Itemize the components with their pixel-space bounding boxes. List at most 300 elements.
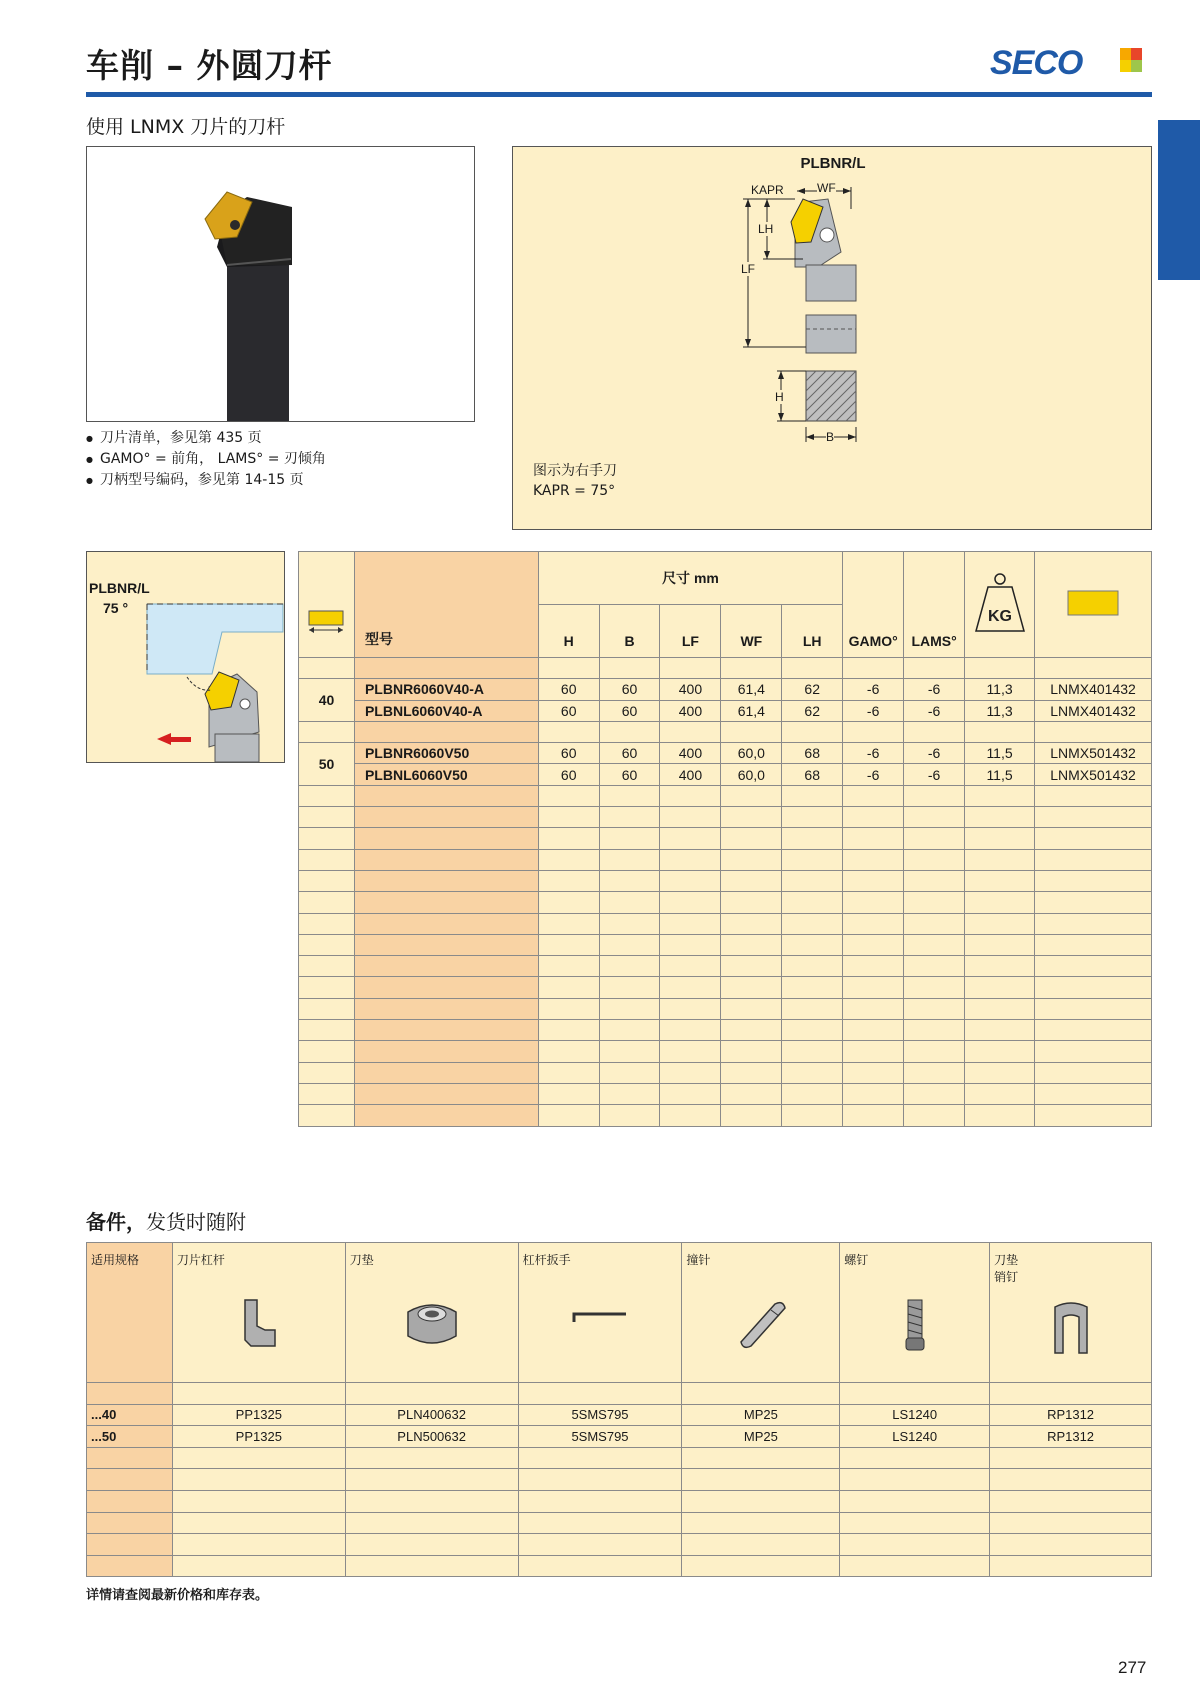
empty-cell [599, 1062, 660, 1083]
empty-cell [354, 849, 538, 870]
empty-cell [660, 913, 721, 934]
empty-cell [538, 1020, 599, 1041]
wf-cell: 61,4 [721, 700, 782, 721]
weight-header [965, 552, 1035, 658]
empty-cell [965, 977, 1035, 998]
empty-cell [518, 1512, 682, 1534]
empty-cell [1035, 1062, 1152, 1083]
lams-cell: -6 [904, 700, 965, 721]
empty-cell [538, 934, 599, 955]
lams-header: LAMS° [904, 552, 965, 658]
acc-cell: RP1312 [990, 1404, 1152, 1426]
empty-cell [843, 1020, 904, 1041]
empty-cell [990, 1447, 1152, 1469]
empty-cell [682, 1512, 840, 1534]
section-subtitle: 使用 LNMX 刀片的刀杆 [86, 116, 286, 138]
empty-cell [518, 1469, 682, 1491]
empty-cell [172, 1447, 345, 1469]
gamo-cell: -6 [843, 743, 904, 764]
empty-cell [354, 892, 538, 913]
h-label: H [775, 390, 784, 404]
lh-cell: 62 [782, 679, 843, 700]
empty-cell [354, 828, 538, 849]
empty-cell [721, 1020, 782, 1041]
empty-cell [1035, 934, 1152, 955]
empty-cell [904, 785, 965, 806]
empty-cell [538, 870, 599, 891]
empty-cell [87, 1469, 173, 1491]
empty-cell [354, 785, 538, 806]
empty-row [299, 1083, 1152, 1104]
list-item: ● GAMO° = 前角， LAMS° = 刃倾角 [86, 449, 326, 470]
model-header: 型号 [354, 552, 538, 658]
empty-cell [1035, 977, 1152, 998]
dimension-diagram [512, 146, 1152, 530]
empty-cell [354, 1062, 538, 1083]
empty-cell [299, 913, 355, 934]
lf-cell: 400 [660, 764, 721, 785]
empty-row [299, 977, 1152, 998]
empty-cell [1035, 1020, 1152, 1041]
product-table [298, 551, 1152, 1127]
model-cell: PLBNL6060V50 [354, 764, 538, 785]
empty-cell [721, 913, 782, 934]
empty-cell [299, 934, 355, 955]
acc-cell: 5SMS795 [518, 1426, 682, 1448]
empty-cell [599, 1105, 660, 1126]
empty-cell [721, 892, 782, 913]
empty-cell [721, 785, 782, 806]
empty-cell [843, 1105, 904, 1126]
empty-cell [345, 1447, 518, 1469]
striker-pin-icon [731, 1296, 791, 1352]
empty-cell [599, 870, 660, 891]
empty-cell [538, 1083, 599, 1104]
empty-cell [599, 1020, 660, 1041]
h-header: H [538, 605, 599, 658]
empty-cell [843, 998, 904, 1019]
empty-cell [990, 1534, 1152, 1556]
lever-key-icon [568, 1296, 632, 1336]
insert-icon [1066, 588, 1120, 618]
list-item: ● 刀柄型号编码，参见第 14-15 页 [86, 470, 326, 491]
acc-header-pin: 撞针 [682, 1243, 840, 1383]
empty-cell [840, 1469, 990, 1491]
empty-cell [538, 956, 599, 977]
empty-row [87, 1534, 1152, 1556]
empty-cell [299, 870, 355, 891]
empty-cell [843, 977, 904, 998]
lams-cell: -6 [904, 743, 965, 764]
empty-cell [843, 1062, 904, 1083]
empty-cell [904, 1020, 965, 1041]
empty-cell [299, 828, 355, 849]
empty-cell [840, 1490, 990, 1512]
empty-row [299, 1041, 1152, 1062]
empty-cell [782, 977, 843, 998]
empty-cell [904, 807, 965, 828]
empty-cell [904, 1062, 965, 1083]
empty-cell [1035, 849, 1152, 870]
empty-cell [345, 1512, 518, 1534]
empty-row [299, 892, 1152, 913]
empty-row [299, 934, 1152, 955]
diagram-note: 图示为右手刀 KAPR = 75° [533, 463, 617, 499]
empty-cell [599, 807, 660, 828]
empty-cell [172, 1555, 345, 1577]
empty-cell [299, 807, 355, 828]
empty-row [299, 913, 1152, 934]
list-item: ● 刀片清单，参见第 435 页 [86, 428, 326, 449]
acc-cell: PLN400632 [345, 1404, 518, 1426]
empty-cell [538, 913, 599, 934]
empty-cell [87, 1555, 173, 1577]
empty-cell [538, 828, 599, 849]
empty-cell [660, 828, 721, 849]
empty-cell [965, 785, 1035, 806]
shim-pin-icon [1049, 1297, 1093, 1357]
empty-cell [299, 1020, 355, 1041]
empty-cell [345, 1534, 518, 1556]
empty-cell [782, 807, 843, 828]
empty-cell [843, 849, 904, 870]
empty-cell [682, 1447, 840, 1469]
h-cell: 60 [538, 764, 599, 785]
empty-row [299, 785, 1152, 806]
empty-cell [1035, 892, 1152, 913]
empty-cell [599, 1041, 660, 1062]
lf-cell: 400 [660, 679, 721, 700]
empty-cell [299, 956, 355, 977]
empty-cell [843, 870, 904, 891]
empty-cell [840, 1534, 990, 1556]
acc-size-cell: ...50 [87, 1426, 173, 1448]
empty-cell [660, 1041, 721, 1062]
empty-cell [904, 1083, 965, 1104]
empty-cell [721, 934, 782, 955]
empty-cell [1035, 956, 1152, 977]
acc-header-size: 适用规格 [87, 1243, 173, 1383]
empty-cell [721, 1083, 782, 1104]
kg-cell: 11,5 [965, 743, 1035, 764]
svg-text:KG: KG [987, 608, 1012, 625]
table-row [299, 700, 1152, 721]
empty-cell [299, 1105, 355, 1126]
empty-cell [965, 1083, 1035, 1104]
empty-cell [721, 807, 782, 828]
empty-cell [904, 1041, 965, 1062]
empty-cell [965, 849, 1035, 870]
empty-cell [299, 785, 355, 806]
b-label: B [826, 430, 835, 444]
empty-cell [965, 892, 1035, 913]
empty-cell [843, 828, 904, 849]
empty-cell [721, 828, 782, 849]
empty-cell [965, 956, 1035, 977]
empty-cell [345, 1490, 518, 1512]
kapr-label: KAPR [751, 183, 784, 197]
tool-photo [86, 146, 475, 422]
acc-cell: RP1312 [990, 1426, 1152, 1448]
acc-cell: LS1240 [840, 1426, 990, 1448]
empty-cell [299, 1062, 355, 1083]
empty-cell [599, 956, 660, 977]
empty-cell [721, 1105, 782, 1126]
empty-cell [782, 785, 843, 806]
b-cell: 60 [599, 700, 660, 721]
empty-cell [843, 785, 904, 806]
empty-cell [990, 1469, 1152, 1491]
empty-cell [682, 1490, 840, 1512]
accessories-title: 备件，发货时随附 [86, 1210, 246, 1234]
empty-cell [354, 956, 538, 977]
empty-cell [904, 998, 965, 1019]
empty-row [299, 849, 1152, 870]
empty-cell [299, 998, 355, 1019]
empty-cell [965, 934, 1035, 955]
empty-cell [721, 1041, 782, 1062]
empty-row [299, 807, 1152, 828]
empty-cell [299, 977, 355, 998]
empty-cell [172, 1469, 345, 1491]
gamo-header: GAMO° [843, 552, 904, 658]
empty-cell [721, 870, 782, 891]
empty-cell [904, 828, 965, 849]
empty-cell [518, 1490, 682, 1512]
empty-cell [721, 1062, 782, 1083]
empty-cell [660, 1105, 721, 1126]
table-row [299, 743, 1152, 764]
empty-cell [660, 1083, 721, 1104]
section-tab [1158, 120, 1200, 280]
empty-cell [518, 1534, 682, 1556]
empty-cell [782, 1105, 843, 1126]
empty-cell [660, 934, 721, 955]
empty-cell [782, 1041, 843, 1062]
empty-cell [538, 1105, 599, 1126]
empty-cell [843, 913, 904, 934]
empty-cell [299, 1083, 355, 1104]
b-header: B [599, 605, 660, 658]
empty-cell [721, 998, 782, 1019]
empty-row [299, 870, 1152, 891]
empty-cell [965, 913, 1035, 934]
empty-cell [345, 1555, 518, 1577]
empty-cell [660, 956, 721, 977]
empty-cell [782, 1062, 843, 1083]
approach-drawing-icon [87, 552, 284, 762]
empty-cell [782, 1020, 843, 1041]
insert-cell: LNMX401432 [1035, 679, 1152, 700]
empty-cell [660, 785, 721, 806]
acc-header-key: 杠杆扳手 [518, 1243, 682, 1383]
empty-cell [87, 1512, 173, 1534]
empty-cell [1035, 1041, 1152, 1062]
empty-cell [87, 1447, 173, 1469]
empty-cell [843, 892, 904, 913]
seco-logo-mark-icon [1120, 48, 1142, 72]
kg-cell: 11,5 [965, 764, 1035, 785]
dimension-group-header: 尺寸 mm [538, 552, 842, 605]
acc-size-cell: ...40 [87, 1404, 173, 1426]
insert-size-icon [306, 610, 346, 634]
notes-list [86, 428, 326, 491]
empty-cell [599, 785, 660, 806]
empty-cell [782, 892, 843, 913]
acc-cell: MP25 [682, 1426, 840, 1448]
h-cell: 60 [538, 700, 599, 721]
empty-cell [599, 828, 660, 849]
lf-header: LF [660, 605, 721, 658]
empty-cell [660, 892, 721, 913]
empty-cell [599, 892, 660, 913]
empty-row [87, 1555, 1152, 1577]
empty-cell [1035, 807, 1152, 828]
wf-cell: 61,4 [721, 679, 782, 700]
lh-cell: 62 [782, 700, 843, 721]
insert-size-header [299, 552, 355, 658]
empty-cell [682, 1469, 840, 1491]
empty-row [299, 828, 1152, 849]
empty-cell [965, 828, 1035, 849]
empty-cell [172, 1490, 345, 1512]
seco-logo: SECO [990, 44, 1145, 80]
empty-cell [1035, 870, 1152, 891]
empty-cell [87, 1490, 173, 1512]
gamo-cell: -6 [843, 764, 904, 785]
wf-cell: 60,0 [721, 764, 782, 785]
empty-cell [354, 870, 538, 891]
acc-cell: PP1325 [172, 1404, 345, 1426]
table-row [87, 1404, 1152, 1426]
empty-cell [660, 849, 721, 870]
empty-cell [538, 998, 599, 1019]
page-number: 277 [1118, 1658, 1147, 1677]
empty-cell [782, 828, 843, 849]
empty-cell [840, 1512, 990, 1534]
gamo-cell: -6 [843, 700, 904, 721]
table-row [87, 1426, 1152, 1448]
empty-cell [682, 1555, 840, 1577]
empty-rows [299, 785, 1152, 1126]
empty-cell [840, 1447, 990, 1469]
empty-cell [660, 1062, 721, 1083]
empty-cell [782, 956, 843, 977]
empty-rows [87, 1447, 1152, 1577]
empty-cell [843, 956, 904, 977]
empty-row [299, 1062, 1152, 1083]
empty-cell [87, 1534, 173, 1556]
model-cell: PLBNR6060V50 [354, 743, 538, 764]
empty-cell [299, 892, 355, 913]
empty-cell [990, 1490, 1152, 1512]
empty-cell [354, 1041, 538, 1062]
model-cell: PLBNR6060V40-A [354, 679, 538, 700]
empty-cell [172, 1534, 345, 1556]
empty-cell [1035, 913, 1152, 934]
empty-cell [599, 977, 660, 998]
lams-cell: -6 [904, 764, 965, 785]
empty-cell [965, 807, 1035, 828]
empty-row [299, 956, 1152, 977]
b-cell: 60 [599, 743, 660, 764]
empty-cell [660, 998, 721, 1019]
acc-cell: 5SMS795 [518, 1404, 682, 1426]
b-cell: 60 [599, 764, 660, 785]
empty-cell [299, 849, 355, 870]
b-cell: 60 [599, 679, 660, 700]
empty-cell [538, 1062, 599, 1083]
empty-cell [840, 1555, 990, 1577]
figure-label: PLBNR/L 75 ° [89, 580, 150, 616]
empty-row [299, 1020, 1152, 1041]
acc-cell: LS1240 [840, 1404, 990, 1426]
acc-header-shim-pin: 刀垫 销钉 [990, 1243, 1152, 1383]
gamo-cell: -6 [843, 679, 904, 700]
empty-cell [518, 1555, 682, 1577]
lf-cell: 400 [660, 700, 721, 721]
empty-cell [782, 913, 843, 934]
size-cell: 50 [299, 743, 355, 786]
empty-cell [1035, 998, 1152, 1019]
lh-cell: 68 [782, 764, 843, 785]
empty-cell [965, 1062, 1035, 1083]
empty-cell [721, 977, 782, 998]
empty-row [87, 1447, 1152, 1469]
empty-cell [299, 1041, 355, 1062]
acc-cell: MP25 [682, 1404, 840, 1426]
empty-cell [354, 1020, 538, 1041]
empty-cell [965, 1020, 1035, 1041]
wf-label: WF [817, 181, 836, 195]
empty-cell [518, 1447, 682, 1469]
empty-cell [599, 913, 660, 934]
empty-cell [354, 998, 538, 1019]
insert-cell: LNMX501432 [1035, 764, 1152, 785]
empty-cell [965, 1105, 1035, 1126]
acc-header-lever: 刀片杠杆 [172, 1243, 345, 1383]
screw-icon [900, 1296, 930, 1356]
empty-cell [782, 849, 843, 870]
tool-holder-photo-icon [87, 147, 474, 421]
empty-cell [538, 892, 599, 913]
empty-cell [843, 934, 904, 955]
lh-cell: 68 [782, 743, 843, 764]
empty-cell [965, 998, 1035, 1019]
empty-cell [904, 849, 965, 870]
empty-cell [904, 1105, 965, 1126]
insert-lever-icon [237, 1296, 281, 1352]
size-cell: 40 [299, 679, 355, 722]
page-title: 车削 – 外圆刀杆 [86, 46, 333, 85]
kg-cell: 11,3 [965, 679, 1035, 700]
empty-cell [843, 1083, 904, 1104]
empty-cell [1035, 785, 1152, 806]
empty-cell [782, 1083, 843, 1104]
empty-cell [354, 913, 538, 934]
empty-cell [538, 785, 599, 806]
kg-cell: 11,3 [965, 700, 1035, 721]
empty-cell [904, 977, 965, 998]
empty-row [299, 1105, 1152, 1126]
h-cell: 60 [538, 743, 599, 764]
empty-cell [904, 870, 965, 891]
empty-cell [354, 934, 538, 955]
empty-cell [904, 956, 965, 977]
empty-cell [843, 807, 904, 828]
empty-cell [965, 1041, 1035, 1062]
empty-row [87, 1490, 1152, 1512]
